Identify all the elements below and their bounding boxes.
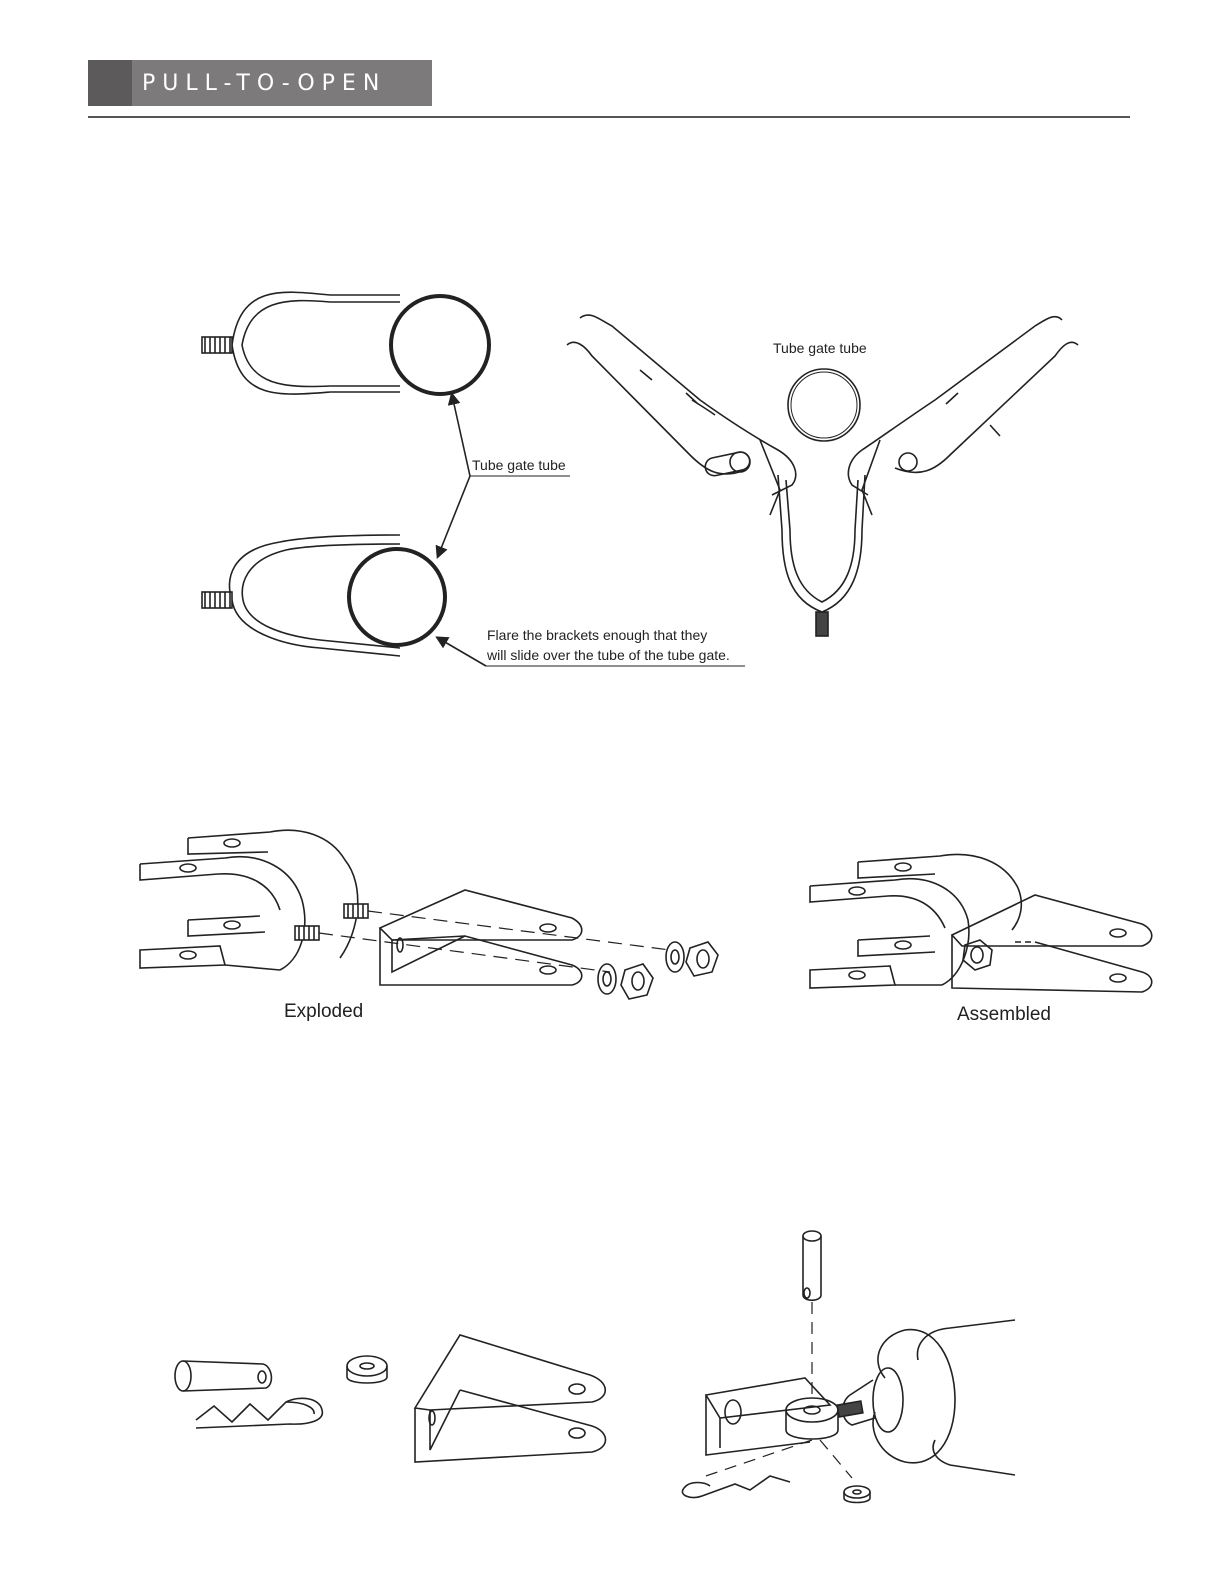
flare-note-line2: will slide over the tube of the tube gate. bbox=[487, 647, 730, 663]
tube-gate-tube-circle-top bbox=[391, 296, 489, 394]
exploded-label: Exploded bbox=[284, 1001, 364, 1022]
assembled-view bbox=[810, 854, 1152, 992]
leader-flare-note bbox=[438, 638, 486, 666]
flare-note-line1: Flare the brackets enough that they bbox=[487, 627, 708, 643]
page-title: PULL-TO-OPEN bbox=[142, 71, 387, 96]
tube-gate-tube-circle-right bbox=[788, 369, 860, 441]
u-bracket-top bbox=[202, 292, 400, 394]
exploded-view bbox=[140, 830, 718, 999]
tube-gate-tube-circle-bottom bbox=[349, 549, 445, 645]
pliers-right bbox=[848, 317, 1078, 515]
bracket-flare-diagram bbox=[202, 292, 1078, 666]
leader-to-top-tube bbox=[452, 395, 470, 476]
pin-parts-view bbox=[175, 1335, 606, 1462]
pliers-left bbox=[567, 315, 796, 515]
pin-assembly-view bbox=[682, 1231, 1015, 1503]
u-bracket-flaring bbox=[778, 475, 865, 636]
tube-label-left: Tube gate tube bbox=[472, 457, 566, 473]
leader-to-bottom-tube bbox=[438, 476, 470, 556]
tube-label-right: Tube gate tube bbox=[773, 340, 867, 356]
assembled-label: Assembled bbox=[957, 1004, 1051, 1025]
